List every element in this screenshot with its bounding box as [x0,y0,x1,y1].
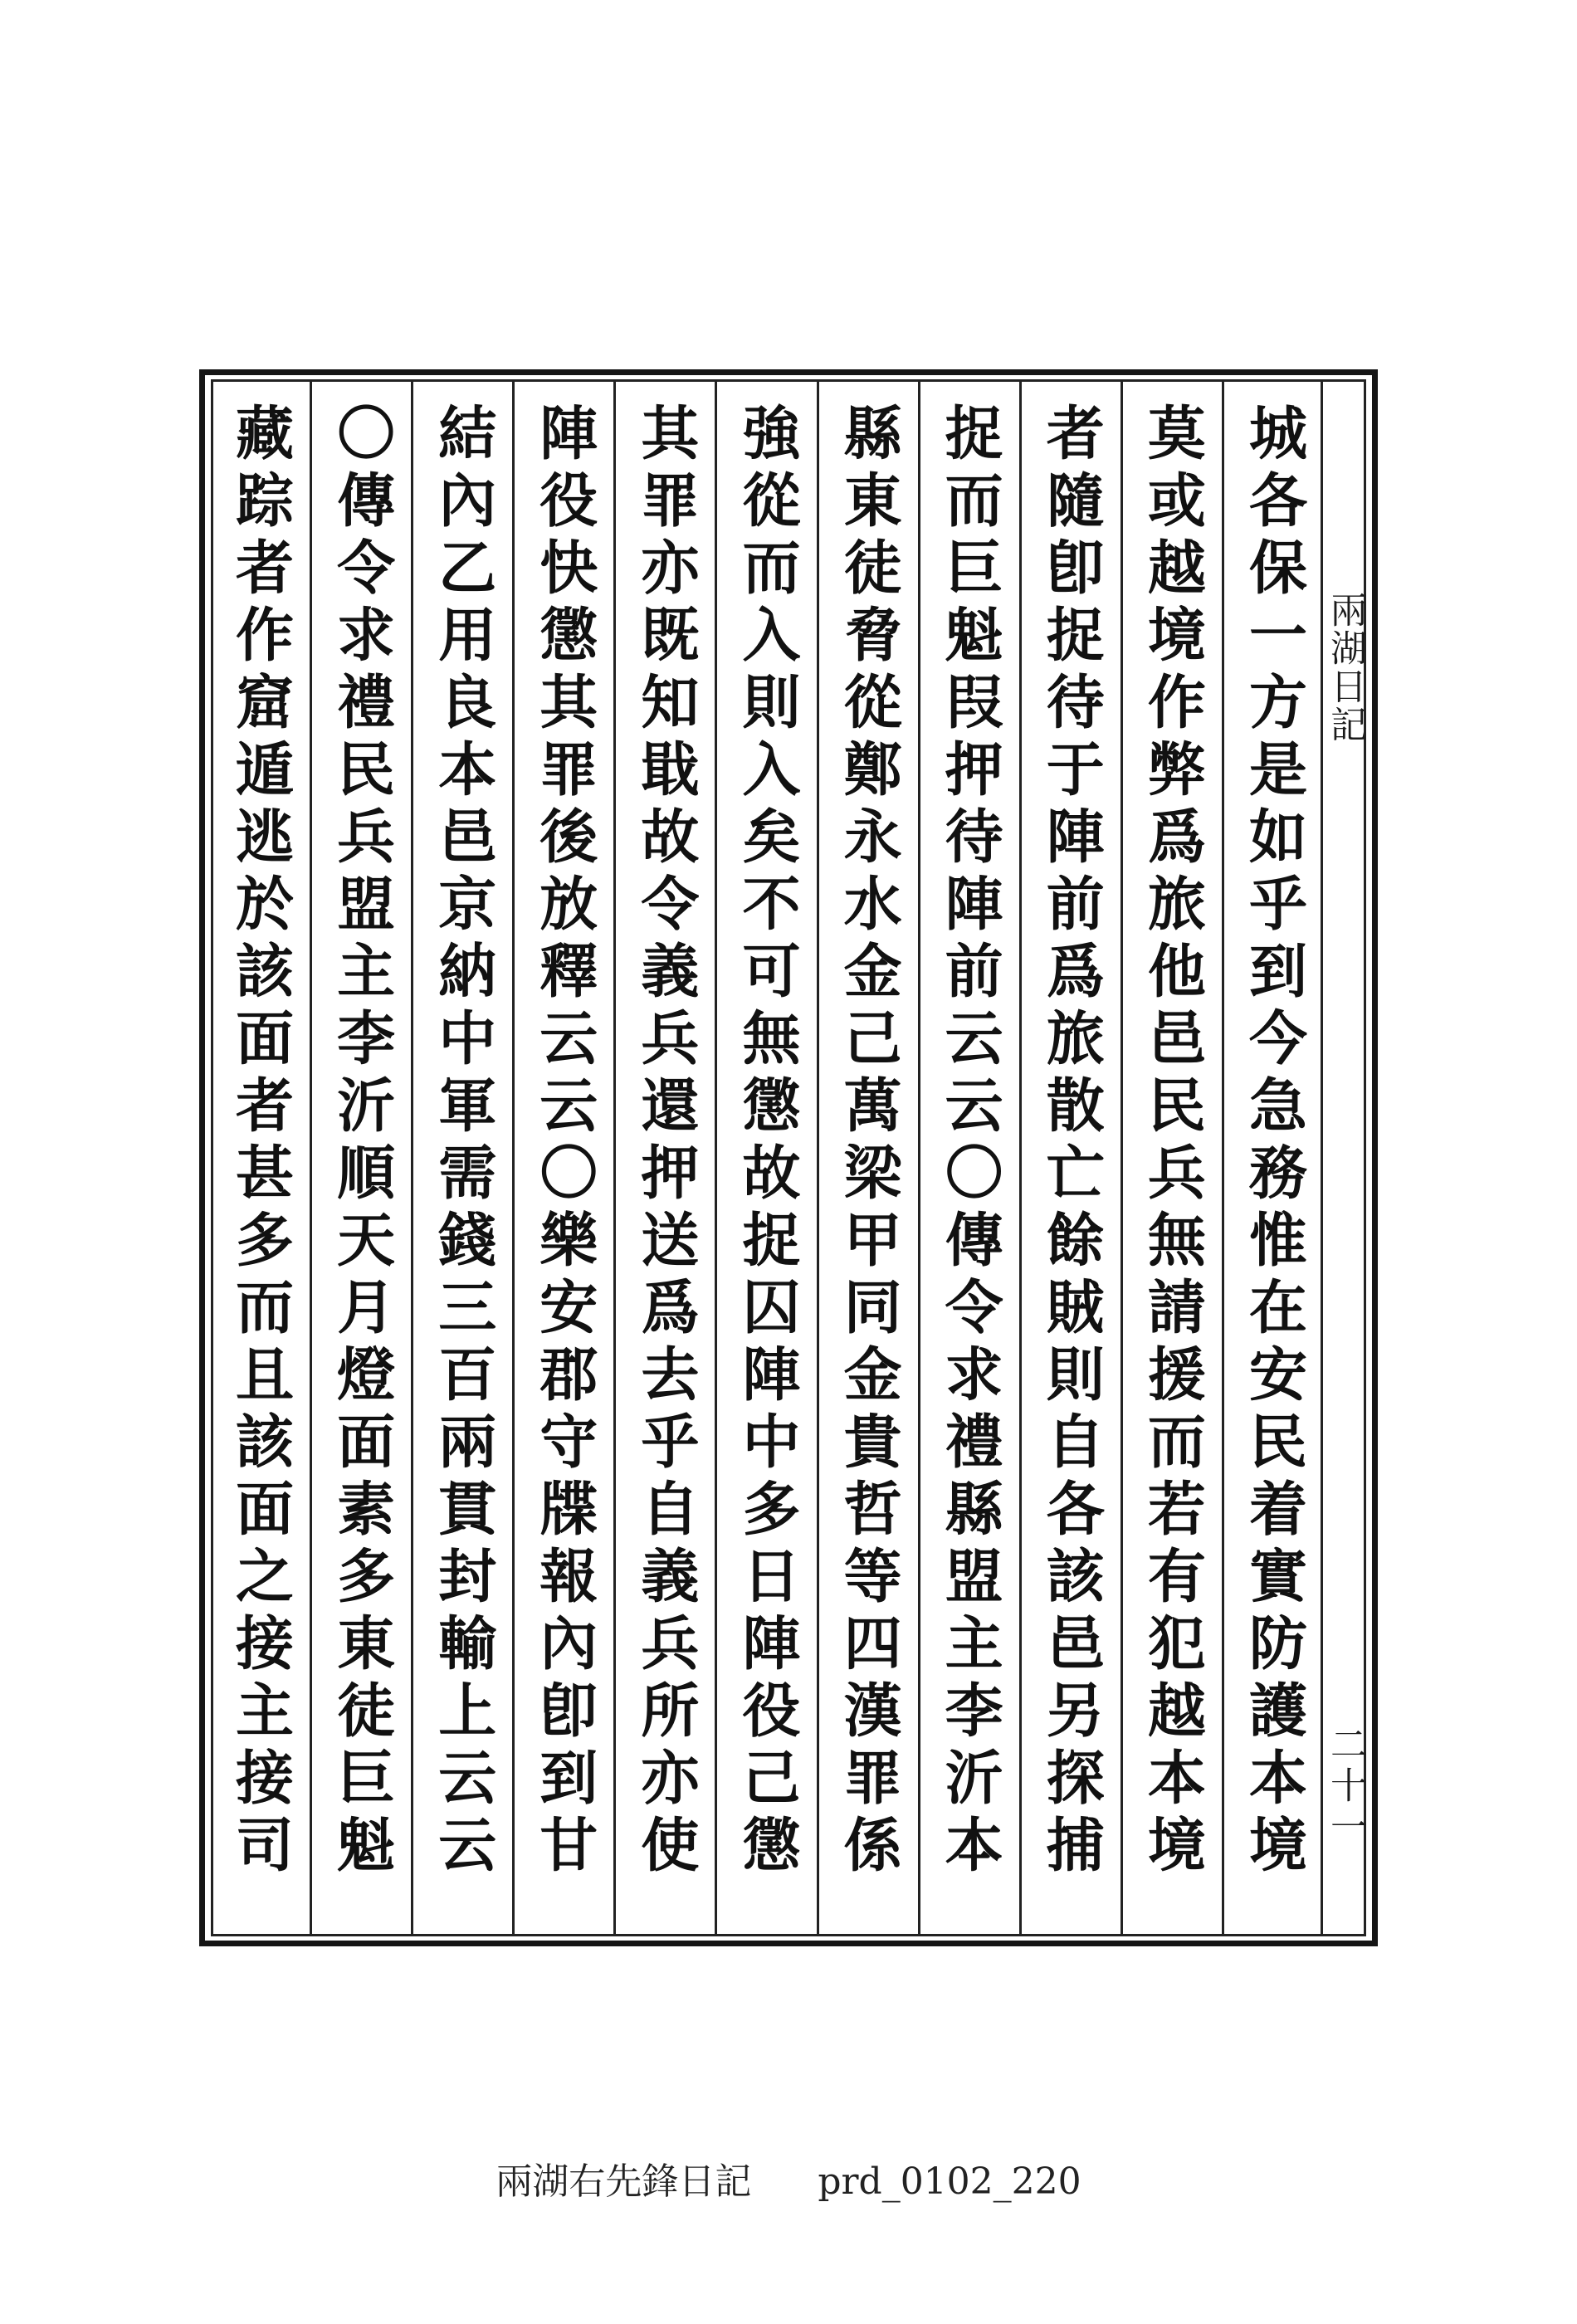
text-line [310,379,411,1936]
text-line-content: 捉而巨魁叚押待陣前云云〇傳令求禮縣盟主李沂本 [935,403,1005,1882]
text-line-content: 強從而入則入矣不可無懲故捉囚陣中多日陣役己懲 [732,403,802,1882]
footer-code: prd_0102_220 [818,2160,1081,2203]
text-line [715,379,816,1936]
text-line [211,379,310,1936]
text-line [1222,379,1323,1936]
center-fold-title: 兩湖日記 [1324,591,1366,744]
text-line [918,379,1019,1936]
text-line [817,379,918,1936]
text-line-content: 結內乙用良本邑京納中軍需錢三百兩貫封輸上云云 [428,403,498,1882]
folio-number: 二十一 [1324,1725,1366,1849]
text-line-content: 陣役快懲其罪後放釋云云〇樂安郡守牒報內卽到甘 [530,403,599,1882]
text-line-content: 城各保一方是如乎到今急務惟在安民着實防護本境 [1239,403,1309,1882]
text-line-content: 其罪亦既知戢故令義兵還押送爲去乎自義兵所亦使 [631,403,701,1882]
text-line [512,379,613,1936]
text-line [411,379,512,1936]
text-block [211,379,1323,1936]
center-fold-column [1321,379,1366,1936]
text-line-content: 莫或越境作弊爲旅他邑民兵無請援而若有犯越本境 [1138,403,1208,1882]
page-footer [0,2151,1577,2204]
text-line-content: 者隨卽捉待于陣前爲旅散亡餘賊則自各該邑另探捕 [1037,403,1106,1882]
woodblock-page-frame [199,369,1378,1946]
footer-title: 兩湖右先鋒日記 [496,2160,752,2203]
text-line-content: 縣東徒脅從鄭永水金己萬梁甲同金貴哲等四漢罪係 [834,403,904,1882]
text-line-content: 〇傳令求禮民兵盟主李沂順天月燈面素多東徒巨魁 [327,403,397,1882]
text-line [1120,379,1222,1936]
text-line [1019,379,1120,1936]
text-line [613,379,715,1936]
text-line-content: 藏踪者作窟遁逃於該面者甚多而且該面之接主接司 [226,403,295,1882]
